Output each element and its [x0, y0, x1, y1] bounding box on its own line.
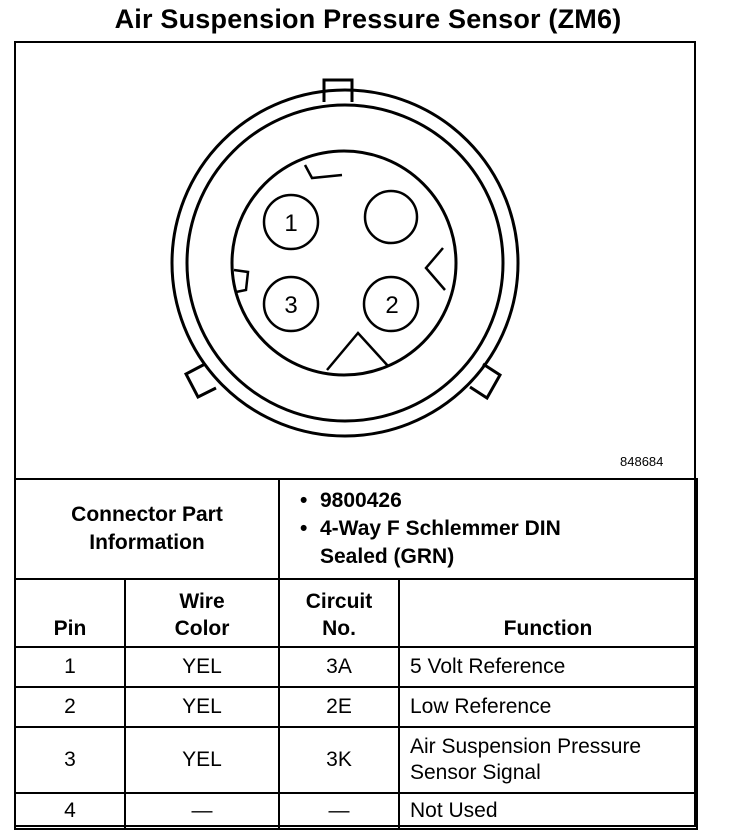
cell-circuit: 2E	[279, 687, 399, 727]
pin-cavity-4	[365, 191, 417, 243]
cell-function: Low Reference	[399, 687, 697, 727]
connector-part-list	[279, 479, 697, 579]
connector-table	[14, 478, 698, 830]
figure-number: 848684	[620, 454, 664, 469]
cell-wire: YEL	[125, 647, 279, 687]
cell-circuit: 3A	[279, 647, 399, 687]
connector-bottom-key	[327, 333, 388, 370]
cell-wire: —	[125, 793, 279, 829]
connector-left-tab	[186, 364, 216, 397]
cell-pin: 3	[15, 727, 125, 793]
cell-function: 5 Volt Reference	[399, 647, 697, 687]
pin-label-1: 1	[284, 210, 298, 237]
cell-function: Not Used	[399, 793, 697, 829]
connector-right-key	[426, 248, 445, 290]
table-row	[15, 727, 697, 793]
pin-label-2: 2	[385, 292, 399, 319]
header-pin: Pin	[15, 579, 125, 647]
cell-pin: 2	[15, 687, 125, 727]
cell-circuit: 3K	[279, 727, 399, 793]
table-header-row	[15, 579, 697, 647]
connector-outer-shell	[172, 90, 518, 436]
cell-wire: YEL	[125, 727, 279, 793]
page-title: Air Suspension Pressure Sensor (ZM6)	[114, 4, 622, 34]
header-function: Function	[399, 579, 697, 647]
table-row	[15, 647, 697, 687]
cell-pin: 1	[15, 647, 125, 687]
connector-type-item: • 4-Way F Schlemmer DIN	[300, 517, 561, 540]
connector-part-label: Connector Part Information	[15, 479, 279, 579]
connector-type-item-cont: Sealed (GRN)	[320, 545, 455, 568]
cell-pin: 4	[15, 793, 125, 829]
pin-label-3: 3	[284, 292, 298, 319]
connector-part-row	[15, 479, 697, 579]
cell-function: Air Suspension Pressure Sensor Signal	[399, 727, 697, 793]
table-row	[15, 687, 697, 727]
header-wire-color: Wire Color	[125, 579, 279, 647]
cell-wire: YEL	[125, 687, 279, 727]
table-row	[15, 793, 697, 829]
part-number-item: • 9800426	[300, 489, 402, 512]
cell-circuit: —	[279, 793, 399, 829]
connector-right-tab	[470, 364, 500, 398]
connector-top-key	[305, 165, 342, 178]
connector-insert	[232, 151, 456, 375]
header-circuit: Circuit No.	[279, 579, 399, 647]
